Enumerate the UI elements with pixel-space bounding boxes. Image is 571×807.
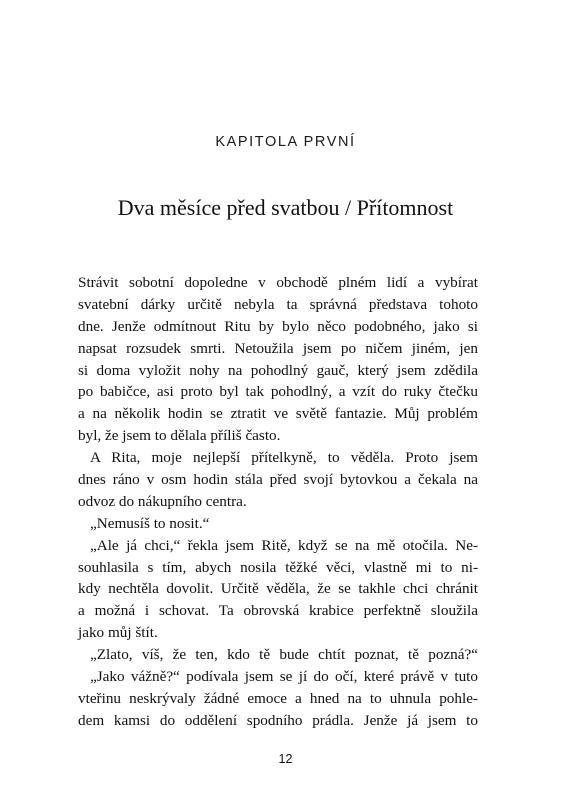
text-line: dne. Jenže odmítnout Ritu by bylo něco podobného, jako si [78,317,478,335]
chapter-label: KAPITOLA PRVNÍ [215,134,356,150]
text-line: odvoz do nákupního centra. [78,492,247,510]
text-line: dnes ráno v osm hodin stála před svojí bytovkou a čekala na [78,471,478,489]
text-line: po babičce, asi proto byl tak pohodlný, a vzít do ruky čtečku [78,383,478,401]
text-line: a na několik hodin se ztratit ve světě fantazie. Můj problém [78,405,478,423]
text-line: jako můj štít. [78,624,158,642]
text-line: dem kamsi do oddělení spodního prádla. Jenže já jsem to [78,711,478,729]
text-line: „Zlato, víš, že ten, kdo tě bude chtít poznat, tě pozná?“ [90,646,478,664]
text-line: a možná i schovat. Ta obrovská krabice perfektně sloužila [78,602,478,620]
text-line: si doma vyložit nohy na pohodlný gauč, který jsem zdědila [78,361,478,379]
text-line: napsat rozsudek smrti. Netoužila jsem po ničem jiném, jen [78,339,478,357]
text-line: „Nemusíš to nosit.“ [90,514,210,532]
text-line: byl, že jsem to dělala příliš často. [78,427,281,445]
text-line: kdy nechtěla dovolit. Určitě věděla, že se takhle chci chránit [78,580,478,598]
body-text [78,272,478,732]
text-line: „Ale já chci,“ řekla jsem Ritě, když se na mě otočila. Ne- [90,536,478,554]
text-line: vteřinu neskrývaly žádné emoce a hned na to uhnula pohle- [78,689,478,707]
text-line: A Rita, moje nejlepší přítelkyně, to věděla. Proto jsem [90,449,478,467]
text-line: svatební dárky určitě nebyla ta správná představa tohoto [78,295,478,313]
text-line: „Jako vážně?“ podívala jsem se jí do očí, které právě v tuto [90,668,478,686]
page-number: 12 [278,752,293,766]
text-line: Strávit sobotní dopoledne v obchodě plném lidí a vybírat [78,274,478,291]
chapter-title: Dva měsíce před svatbou / Přítomnost [117,195,454,220]
text-line: souhlasila s tím, abych nosila těžké věci, vlastně mi to ni- [78,558,478,576]
